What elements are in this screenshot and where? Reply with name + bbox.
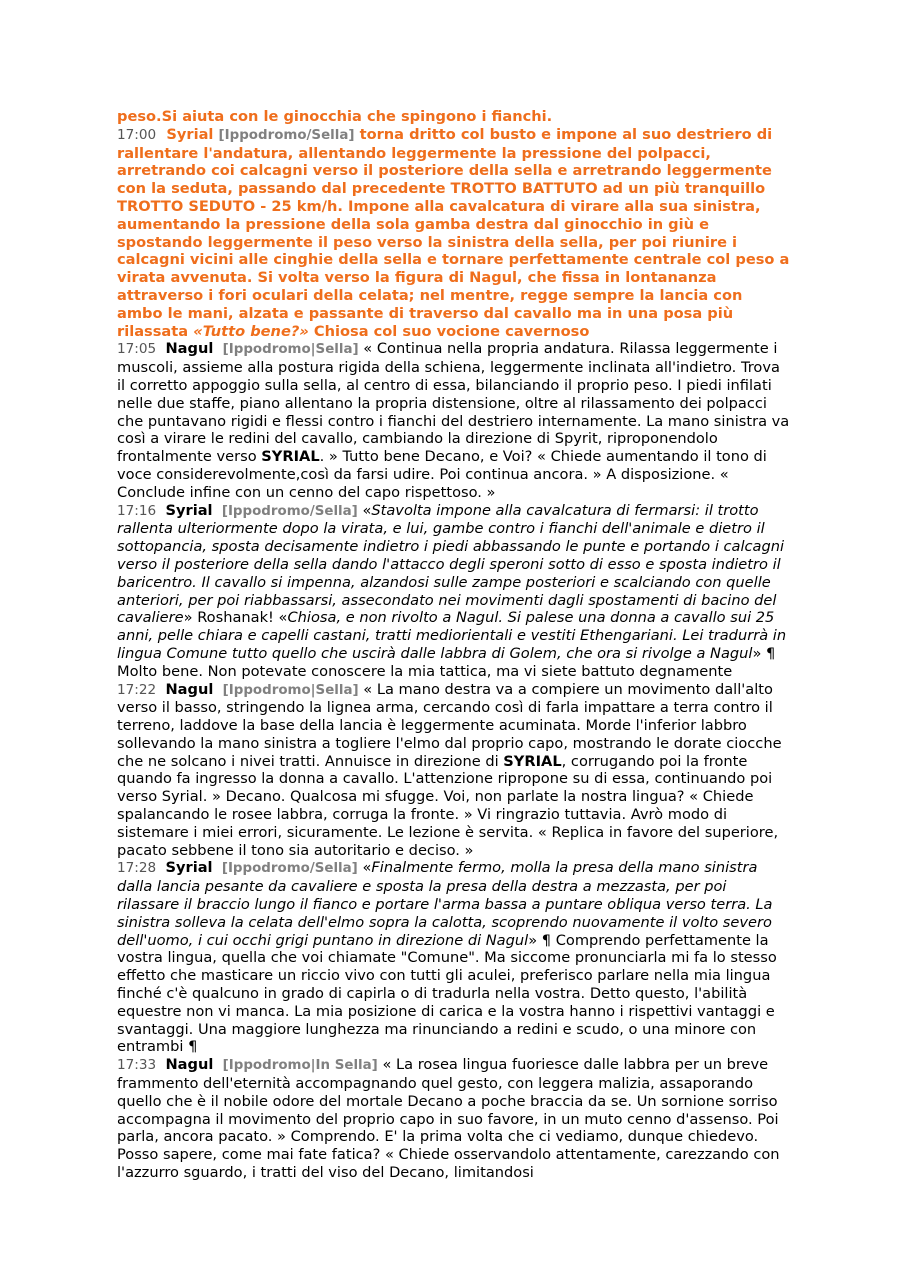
entry-location: [Ippodromo|Sella]: [222, 342, 359, 358]
entry-location: [Ippodromo|Sella]: [222, 682, 359, 698]
entry-text: «: [362, 859, 372, 877]
entry-author: Syrial: [165, 501, 213, 519]
intro-line: peso.Si aiuta con le ginocchia che spingono i fianchi.: [117, 108, 553, 125]
chat-entry-syrial-1728: [117, 859, 792, 1056]
entry-text: « Continua nella propria andatura. Rilassa leggermente i muscoli, assieme alla postura rigida della schiena, leggermente inclinata all'indietro. Trova il corretto appoggio sulla sella, al centro di essa, bilanciando il proprio peso. I piedi infilati nelle due staffe, piano allentano la propria distensione, oltre al rilassamento dei polpacci che puntavano rigidi e flessi contro i fianchi del destriero internamente. La mano sinistra va così a virare le redini del cavallo, cambiando la direzione di Spyrit, riproponendolo frontalmente verso: [117, 340, 790, 466]
entry-text: torna dritto col busto e impone al suo destriero di rallentare l'andatura, allentando leggermente la pressione del polpacci, arretrando coi calcagni verso il posteriore della sella e arretrando leggermente con la seduta, passando dal precedente TROTTO BATTUTO ad un più tranquillo TROTTO SEDUTO - 25 km/h. Impone alla cavalcatura di virare alla sua sinistra, aumentando la pressione della sola gamba destra dal ginocchio in giù e spostando leggermente il peso verso la sinistra della sella, per poi riunire i calcagni vicini alle cinghie della sella e tornare perfettamente centrale col peso a virata avvenuta. Si volta verso la figura di Nagul, che fissa in lontananza attraverso i fori oculari della celata; nel mentre, regge sempre la lancia con ambo le mani, alzata e passante di traverso dal cavallo ma in una posa più rilassata: [117, 125, 790, 340]
entry-location: [Ippodromo/Sella]: [221, 503, 358, 519]
entry-time: 17:22: [117, 681, 157, 698]
chat-entry-nagul-1705: [117, 340, 792, 501]
entry-author: Syrial: [166, 125, 214, 143]
entry-time: 17:33: [117, 1057, 157, 1074]
entry-author: Nagul: [165, 340, 214, 358]
entry-highlight: SYRIAL: [261, 448, 320, 466]
chat-log: [117, 108, 792, 1182]
entry-quote: «Tutto bene?»: [193, 322, 309, 340]
entry-action: Finalmente fermo, molla la presa della mano sinistra dalla lancia pesante da cavaliere e sposta la presa della destra a mezzasta, per poi rilassare il braccio lungo il fianco e portare l'arma bassa a puntare obliqua verso terra. La sinistra solleva la celata dell'elmo sopra la calotta, scoprendo nuovamente il volto severo dell'uomo, i cui occhi grigi puntano in direzione di Nagul: [117, 859, 773, 949]
entry-text: « La rosea lingua fuoriesce dalle labbra per un breve frammento dell'eternità accompagnando quel gesto, con leggera malizia, assaporando quello che è il nobile odore del mortale Decano a poche braccia da se. Un sornione sorriso accompagna il movimento del proprio capo in suo favore, in un muto cenno d'assenso. Poi parla, ancora pacato. » Comprendo. E' la prima volta che ci vediamo, dunque chiedevo. Posso sapere, come mai fate fatica? « Chiede osservandolo attentamente, carezzando con l'azzurro sguardo, i tratti del viso del Decano, limitandosi: [117, 1056, 780, 1182]
chat-entry-nagul-1722: [117, 681, 792, 860]
entry-action-2: Chiosa, e non rivolto a Nagul. Si palese una donna a cavallo sui 25 anni, pelle chiara e capelli castani, tratti mediorientali e vestiti Ethengariani. Lei tradurrà in lingua Comune tutto quello che uscirà dalle labbra di Golem, che ora si rivolge a Nagul: [117, 609, 787, 662]
entry-author: Syrial: [165, 859, 213, 877]
entry-text-end: Chiosa col suo vocione cavernoso: [313, 322, 590, 340]
chat-entry-nagul-1733: [117, 1056, 792, 1182]
entry-text-end: . » Tutto bene Decano, e Voi? « Chiede aumentando il tono di voce considerevolmente,così da farsi udire. Poi continua ancora. » A disposizione. « Conclude infine con un cenno del capo rispettoso. »: [117, 448, 767, 501]
entry-author: Nagul: [165, 1056, 214, 1074]
entry-text: « La mano destra va a compiere un movimento dall'alto verso il basso, stringendo la lignea arma, cercando così di farla impattare a terra contro il terreno, laddove la base della lancia è leggermente acuminata. Morde l'inferior labbro sollevando la mano sinistra a togliere l'elmo dal proprio capo, mostrando le dorate ciocche che ne solcano i nivei tratti. Annuisce in direzione di: [117, 680, 782, 770]
entry-text-end: » ¶ Molto bene. Non potevate conoscere la mia tattica, ma vi siete battuto degnamente: [117, 644, 776, 680]
entry-time: 17:00: [117, 126, 157, 143]
entry-highlight: SYRIAL: [503, 752, 562, 770]
intro-text: [117, 108, 792, 126]
chat-entry-syrial-1716: [117, 502, 792, 681]
entry-location: [Ippodromo/Sella]: [221, 861, 358, 877]
entry-text-end: » ¶ Comprendo perfettamente la vostra lingua, quella che voi chiamate "Comune". Ma siccome pronunciarla mi fa lo stesso effetto che masticare un riccio vivo con tutti gli aculei, preferisco parlare nella mia lingua finché c'è qualcuno in grado di capirla o di tradurla nella vostra. Detto questo, l'abilità equestre non vi manca. La mia posizione di carica e la vostra hanno i rispettivi vantaggi e svantaggi. Una maggiore lunghezza ma rinunciando a redini e scudo, o una minore con entrambi ¶: [117, 931, 777, 1056]
entry-author: Nagul: [165, 680, 214, 698]
entry-text: «: [362, 501, 372, 519]
entry-time: 17:16: [117, 502, 157, 519]
chat-entry-syrial-1700: [117, 126, 792, 341]
entry-location: [Ippodromo|In Sella]: [222, 1058, 378, 1074]
entry-time: 17:05: [117, 341, 157, 358]
entry-action: Stavolta impone alla cavalcatura di fermarsi: il trotto rallenta ulteriormente dopo la virata, e lui, gambe contro i fianchi dell'animale e dietro il sottopancia, sposta decisamente indietro i piedi abbassando le punte e portando i calcagni verso il posteriore della sella dando l'attacco degli speroni sotto di esso e sposta indietro il baricentro. Il cavallo si impenna, alzandosi sulle zampe posteriori e scalciando con quelle anteriori, per poi riabbassarsi, assecondato nei movimenti dagli spostamenti di bacino del cavaliere: [117, 501, 785, 627]
entry-text-mid: » Roshanak! «: [183, 609, 288, 627]
entry-text-end: , corrugando poi la fronte quando fa ingresso la donna a cavallo. L'attenzione ripropone su di essa, continuando poi verso Syrial. » Decano. Qualcosa mi sfugge. Voi, non parlate la nostra lingua? « Chiede spalancando le rosee labbra, corruga la fronte. » Vi ringrazio tuttavia. Avrò modo di sistemare i miei errori, sicuramente. Le lezione è servita. « Replica in favore del superiore, pacato sebbene il tono sia autoritario e deciso. »: [117, 752, 779, 859]
entry-time: 17:28: [117, 860, 157, 877]
entry-location: [Ippodromo/Sella]: [218, 127, 355, 143]
